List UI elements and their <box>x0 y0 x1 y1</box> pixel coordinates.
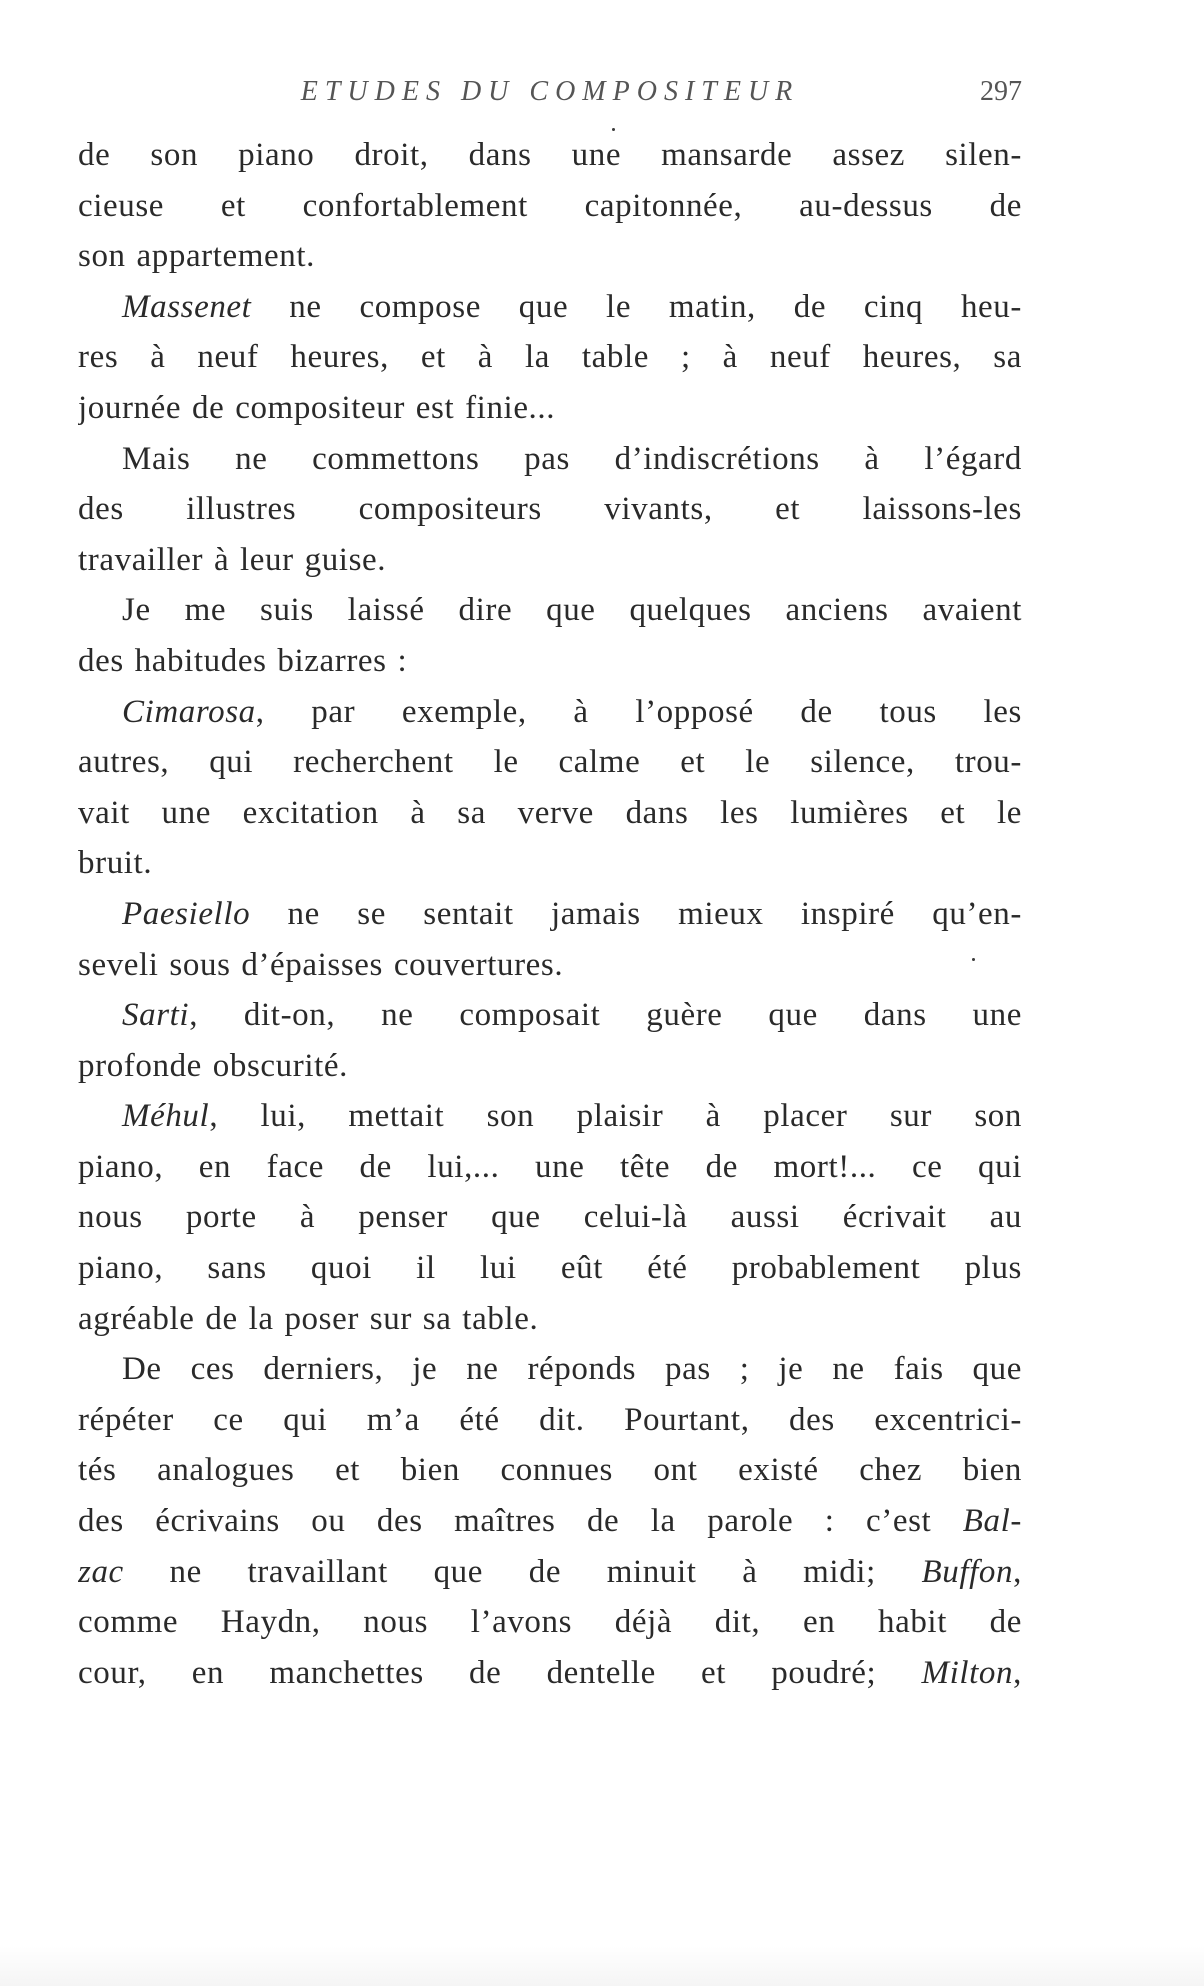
running-title: ETUDES DU COMPOSITEUR <box>300 76 800 107</box>
text-run: res à neuf heures, et à la table ; à neuf heures, sa <box>78 339 1022 376</box>
text-run: répéter ce qui m’a été dit. Pourtant, des excentrici- <box>78 1401 1022 1438</box>
text-line <box>78 332 1022 383</box>
text-line <box>78 585 1022 636</box>
text-line <box>78 1344 1022 1395</box>
text-run: piano, en face de lui,... une tête de mort!... ce qui <box>78 1148 1022 1185</box>
composer-name-paesiello: Paesiello <box>122 895 251 932</box>
text-run: des illustres compositeurs vivants, et laissons-les <box>78 491 1022 528</box>
text-run: , <box>1013 1654 1022 1691</box>
text-run: , par exemple, à l’opposé de tous les <box>255 693 1022 730</box>
text-run: son appartement. <box>78 238 316 275</box>
text-run: agréable de la poser sur sa table. <box>78 1300 539 1337</box>
text-line <box>78 1547 1022 1598</box>
composer-name-mehul: Méhul <box>122 1098 210 1135</box>
text-line <box>78 383 1022 434</box>
text-line <box>78 434 1022 485</box>
author-name-balzac: Bal- <box>962 1503 1022 1540</box>
text-line <box>78 636 1022 687</box>
text-run: journée de compositeur est finie... <box>78 389 556 426</box>
text-line <box>78 990 1022 1041</box>
text-line <box>78 687 1022 738</box>
text-run: ne se sentait jamais mieux inspiré qu’en- <box>250 895 1022 932</box>
text-line <box>78 484 1022 535</box>
text-line <box>78 535 1022 586</box>
text-line <box>78 940 1022 991</box>
page-edge-shadow <box>0 1946 1204 1986</box>
text-line <box>78 181 1022 232</box>
text-run: bruit. <box>78 845 153 882</box>
text-run: Mais ne commettons pas d’indiscrétions à l’égard <box>122 440 1022 477</box>
text-run: cieuse et confortablement capitonnée, au-dessus de <box>78 187 1022 224</box>
author-name-milton: Milton <box>921 1654 1014 1691</box>
print-speck <box>612 128 615 131</box>
text-run: ne travaillant que de minuit à midi; <box>123 1553 922 1590</box>
text-run: , lui, mettait son plaisir à placer sur son <box>209 1098 1022 1135</box>
text-line <box>78 1445 1022 1496</box>
text-line <box>78 1243 1022 1294</box>
text-line <box>78 838 1022 889</box>
author-name-buffon: Buffon <box>921 1553 1014 1590</box>
text-line <box>78 1142 1022 1193</box>
text-line <box>78 1041 1022 1092</box>
text-run: de son piano droit, dans une mansarde assez silen- <box>78 137 1022 173</box>
text-line <box>78 130 1022 181</box>
text-run: autres, qui recherchent le calme et le silence, trou- <box>78 744 1022 781</box>
author-name-balzac-cont: zac <box>78 1553 124 1590</box>
text-line <box>78 1091 1022 1142</box>
text-run: vait une excitation à sa verve dans les lumières et le <box>78 794 1022 831</box>
running-head <box>78 76 1022 116</box>
text-line <box>78 1294 1022 1345</box>
page-number: 297 <box>980 76 1022 107</box>
text-line <box>78 737 1022 788</box>
text-line <box>78 788 1022 839</box>
text-line <box>78 1395 1022 1446</box>
text-run: des écrivains ou des maîtres de la parole : c’est <box>78 1503 963 1540</box>
text-run: , <box>1013 1553 1022 1590</box>
text-line <box>78 889 1022 940</box>
text-run: tés analogues et bien connues ont existé chez bien <box>78 1452 1022 1489</box>
text-run: piano, sans quoi il lui eût été probablement plus <box>78 1250 1022 1287</box>
text-line <box>78 1192 1022 1243</box>
text-run: des habitudes bizarres : <box>78 642 408 679</box>
text-run: ne compose que le matin, de cinq heu- <box>251 288 1022 325</box>
text-run: Je me suis laissé dire que quelques anciens avaient <box>122 592 1022 629</box>
text-line <box>78 1648 1022 1699</box>
print-speck <box>972 958 975 961</box>
text-run: , dit-on, ne composait guère que dans une <box>189 997 1022 1034</box>
text-run: cour, en manchettes de dentelle et poudré; <box>78 1654 922 1691</box>
composer-name-sarti: Sarti <box>122 997 190 1034</box>
text-run: nous porte à penser que celui-là aussi écrivait au <box>78 1199 1022 1236</box>
text-run: seveli sous d’épaisses couvertures. <box>78 946 564 983</box>
composer-name-cimarosa: Cimarosa <box>122 693 256 730</box>
text-run: travailler à leur guise. <box>78 541 387 578</box>
text-run: profonde obscurité. <box>78 1047 348 1084</box>
text-line <box>78 1496 1022 1547</box>
text-run: comme Haydn, nous l’avons déjà dit, en habit de <box>78 1604 1022 1641</box>
text-line <box>78 231 1022 282</box>
text-line <box>78 282 1022 333</box>
text-line <box>78 1597 1022 1648</box>
text-run: De ces derniers, je ne réponds pas ; je ne fais que <box>122 1351 1022 1388</box>
composer-name-massenet: Massenet <box>122 288 252 325</box>
body-text <box>78 130 1022 1698</box>
